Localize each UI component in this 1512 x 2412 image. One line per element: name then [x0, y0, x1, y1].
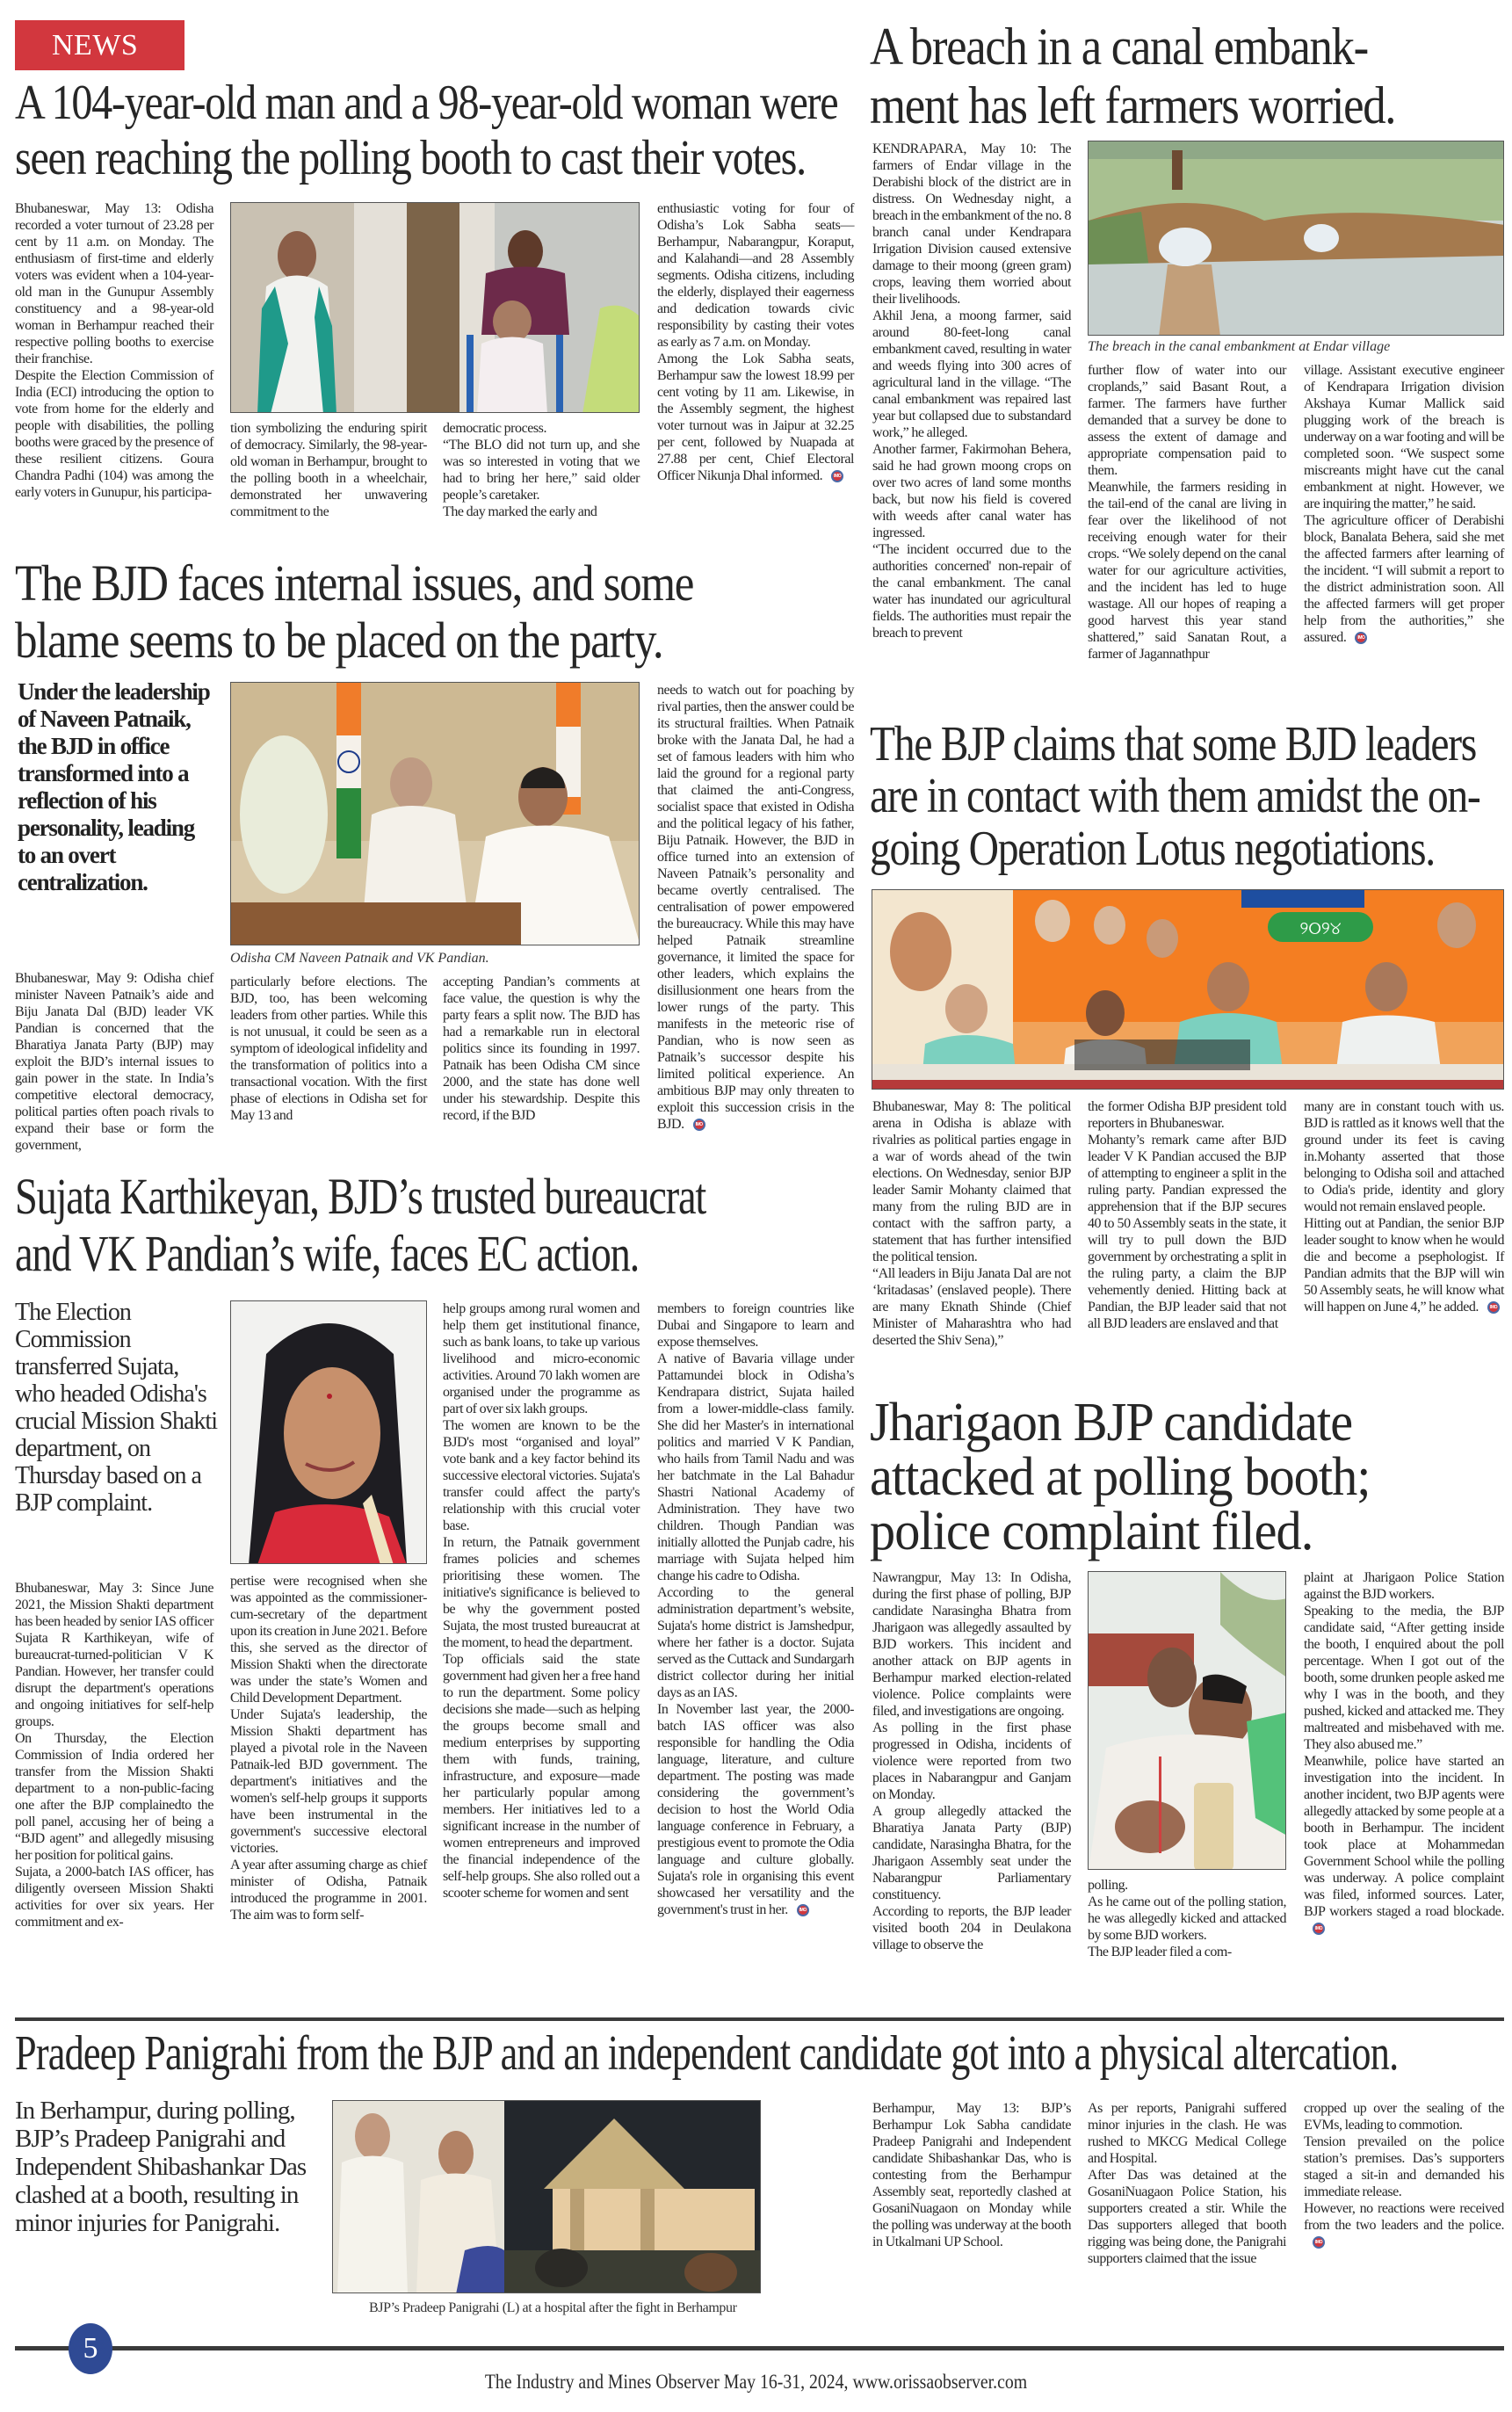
- paragraph: democratic process.: [443, 421, 547, 436]
- bjd-photo-art: [231, 683, 640, 945]
- headline-voters: [15, 76, 837, 185]
- bjp-photo: [872, 889, 1504, 1090]
- sujata-col-4: [657, 1300, 854, 1918]
- panigrahi-deck: In Berhampur, during polling, BJP’s Pradeep Panigrahi and Independent Shibashankar Das clashed at a booth, resulting in minor injuries for Panigrahi.: [15, 2097, 307, 2237]
- headline-line: going Operation Lotus negotiations.: [870, 821, 1435, 876]
- jharigaon-photo: [1088, 1571, 1286, 1870]
- paragraph: plaint at Jharigaon Police Station against the BJD workers.: [1304, 1570, 1504, 1602]
- paragraph: In November last year, the 2000-batch IAS officer was also responsible for handling the Odia language, literature, and culture department. The posting was made considering the government’s decision to host the World Odia language conference in February, a prestigious event to promote the Odia language and culture globally. Sujata's role in organising this event showcased her versatility and the government's trust in her.: [657, 1702, 854, 1917]
- paragraph: KENDRAPARA, May 10: The farmers of Endar village in the Derabishi block of the district are in distress. On Wednesday night, a breach in the embankment of the no. 8 branch canal under Kendrapara Irrigation Division caused extensive damage to their moong (green gram) crops, leaving them worried about their livelihoods.: [872, 141, 1071, 307]
- sujata-col-3: [443, 1300, 640, 1901]
- paragraph: Sujata, a 2000-batch IAS officer, has diligently overseen Mission Shakti activities for over six years. Her commitment and ex-: [15, 1865, 213, 1930]
- panigrahi-col-1: [872, 2100, 1071, 2250]
- bjd-col-2: [230, 974, 427, 1124]
- paragraph: Under Sujata's leadership, the Mission Shakti department has played a pivotal role in the Naveen Patnaik-led BJD government. The department's initiatives and the women's self-help groups it supports have been instrumental in the government's successive electoral victories.: [230, 1707, 427, 1856]
- canal-col-2: [1088, 362, 1286, 663]
- paragraph: Bhubaneswar, May 3: Since June 2021, the Mission Shakti department has been headed by senior IAS officer Sujata R Karthikeyan, wife of bureaucrat-turned-politician V K Pandian. However, her transfer could disrupt the department's operations and ongoing initiatives for self-help groups.: [15, 1581, 213, 1729]
- headline-line: Pradeep Panigrahi from the BJP and an independent candidate got into a physical altercation.: [15, 2026, 1399, 2081]
- paragraph: Bhubaneswar, May 9: Odisha chief minister Naveen Patnaik’s aide and Biju Janata Dal (BJD) leader VK Pandian is concerned that the Bharatiya Janata Party (BJP) may exploit the BJD’s internal issues to gain power in the state. In India’s competitive electoral democracy, political parties often poach rivals to expand their base or form the government,: [15, 971, 213, 1153]
- bjp-col-1: [872, 1098, 1071, 1349]
- imo-end-mark-icon: IMO: [693, 1119, 705, 1131]
- jharigaon-col-3: [1304, 1569, 1504, 1937]
- voters-photo-art: [231, 203, 640, 413]
- bjp-photo-banner-text: ୨୦୨୪: [1299, 917, 1342, 938]
- headline-canal: [870, 18, 1395, 135]
- paragraph: village. Assistant executive engineer of Kendrapara Irrigation division Akshaya Kumar Mallick said plugging work of the breach is underway on a war footing and will be completed soon. “We suspect some miscreants might have cut the canal embankment at night. However, we are inquiring the matter,” he said.: [1304, 363, 1504, 511]
- paragraph: further flow of water into our croplands,” said Basant Rout, a farmer. The farmers have further demanded that a survey be done to assess the extent of damage and appropriate compensation paid to them.: [1088, 363, 1286, 478]
- paragraph: cropped up over the sealing of the EVMs, leading to commotion.: [1304, 2101, 1504, 2133]
- paragraph: accepting Pandian’s comments at face value, the question is why the party fears a split now. The BJD has had a remarkable run in electoral politics since its founding in 1997. Patnaik has been Odisha CM since 2000, and the state has done well under his stewardship. Despite this record, if the BJD: [443, 974, 640, 1123]
- jharigaon-col-2: [1088, 1877, 1286, 1960]
- paragraph: Berhampur, May 13: BJP’s Berhampur Lok Sabha candidate Pradeep Panigrahi and Independent candidate Shibashankar Das, who is contesting from the Berhampur Assembly seat, reportedly clashed at GosaniNuagaon on Monday while the polling was underway at the booth in Utkalmani UP School.: [872, 2101, 1071, 2249]
- bjp-col-3: [1304, 1098, 1504, 1315]
- paragraph: “The incident occurred due to the authorities concerned' non-repair of the canal embankment. The canal water has inundated our agricultural fields. The authorities must repair the breach to prevent: [872, 542, 1071, 641]
- section-tag-news: NEWS: [15, 20, 184, 70]
- paragraph: Tension prevailed on the police station’s premises. Das’s supporters staged a sit-in and demanded his immediate release.: [1304, 2134, 1504, 2199]
- paragraph: Nawrangpur, May 13: In Odisha, during the first phase of polling, BJP candidate Narasingha Bhatra from Jharigaon was allegedly assaulted by BJD workers. This incident and another attack on BJP agents in Berhampur marked election-related violence. Police complaints were filed, and investigations are ongoing.: [872, 1570, 1071, 1719]
- headline-line: Sujata Karthikeyan, BJD’s trusted bureaucrat: [15, 1168, 706, 1225]
- headline-jharigaon: [870, 1395, 1371, 1559]
- headline-line: police complaint filed.: [870, 1502, 1313, 1561]
- voters-col-3: [443, 420, 640, 520]
- headline-line: ment has left farmers worried.: [870, 76, 1396, 135]
- voters-col-2: [230, 420, 427, 520]
- paragraph: Hitting out at Pandian, the senior BJP leader sought to know when he would die and become a psephologist. If Pandian admits that the BJP will win 50 Assembly seats, he will know what will happen on June 4,” he added.: [1304, 1216, 1504, 1315]
- jharigaon-col-1: [872, 1569, 1071, 1953]
- paragraph: members to foreign countries like Dubai and Singapore to learn and expose themselves.: [657, 1301, 854, 1350]
- section-divider: [15, 2017, 1504, 2021]
- paragraph: enthusiastic voting for four of Odisha’s Lok Sabha seats—Berhampur, Nabarangpur, Koraput, and Kalahandi—and 28 Assembly segments. Odisha citizens, including the elderly, displayed their eagerness and dedication towards civic responsibility by casting their votes as early as 7 a.m. on Monday.: [657, 201, 854, 350]
- paragraph: Top officials said the state government had given her a free hand to run the department. Some policy decisions she made—such as helping the groups become small and medium enterprises by supporting them with funds, training, infrastructure, and exposure—made her particularly popular among members. Her initiatives led to a significant increase in the number of women entrepreneurs and improved the financial independence of the self-help groups. She also rolled out a scooter scheme for women and sent: [443, 1652, 640, 1901]
- paragraph: “All leaders in Biju Janata Dal are not ‘kritadasas’ (enslaved people). There are many Eknath Shinde (Chief Minister of Maharashtra who had deserted the Shiv Sena),”: [872, 1266, 1071, 1348]
- paragraph: Mohanty’s remark came after BJD leader V K Pandian accused the BJP of attempting to engineer a split in the ruling party. Pandian expressed the apprehension that if the BJP secures 40 to 50 Assembly seats in the state, it will try to pull down the BJD government by orchestrating a split in the ruling party, a claim the BJP vehemently denied. Hitting back at Pandian, the BJP leader said that not all BJD leaders are enslaved and that: [1088, 1133, 1286, 1331]
- bjd-photo-caption: Odisha CM Naveen Patnaik and VK Pandian.: [230, 951, 489, 966]
- sujata-col-2: [230, 1573, 427, 1923]
- bjd-photo: [230, 682, 640, 945]
- headline-line: A breach in a canal embank-: [870, 18, 1368, 76]
- paragraph: Akhil Jena, a moong farmer, said around 80-feet-long canal embankment caved, resulting in water and weeds flying into 300 acres of agricultural land in the village. “The canal embankment was repaired last year but collapsed due to substandard work,” he alleged.: [872, 308, 1071, 440]
- paragraph: the former Odisha BJP president told reporters in Bhubaneswar.: [1088, 1099, 1286, 1131]
- paragraph: Meanwhile, the farmers residing in the tail-end of the canal are living in fear over the likelihood of not receiving enough water for their crops. “We solely depend on the canal water for our agriculture activities, and the incident has led to huge wastage. All our hopes of reaping a good harvest this year stand shattered,” said Sanatan Rout, a farmer of Jagannathpur: [1088, 480, 1286, 662]
- imo-end-mark-icon: IMO: [1355, 632, 1367, 644]
- paragraph: In return, the Patnaik government frames policies and schemes prioritising these women. The initiative's significance is believed to be why the government posted Sujata, the most trusted bureaucrat at the moment, to head the department.: [443, 1535, 640, 1650]
- imo-end-mark-icon: IMO: [1313, 1923, 1325, 1935]
- panigrahi-col-2: [1088, 2100, 1286, 2267]
- headline-line: The BJP claims that some BJD leaders: [870, 717, 1477, 771]
- sujata-col-1: [15, 1580, 213, 1930]
- paragraph: Meanwhile, police have started an investigation into the incident. In another incident, two BJP agents were allegedly attacked by some people at a booth in Berhampur. The incident took place at Mohammedan Government School while the polling was underway. A police complaint was filed, informed sources. Later, BJP workers staged a road blockade.: [1304, 1754, 1504, 1919]
- headline-line: attacked at polling booth;: [870, 1447, 1371, 1507]
- headline-line: Jharigaon BJP candidate: [870, 1393, 1353, 1452]
- paragraph: Despite the Election Commission of India (ECI) introducing the option to vote from home for the elderly and people with disabilities, the polling booths were graced by the presence of these resilient citizens. Goura Chandra Padhi (104) was among the early voters in Gunupur, his participa-: [15, 368, 213, 500]
- headline-line: A 104-year-old man and a 98-year-old woman were: [15, 76, 838, 130]
- panigrahi-photo-caption: BJP’s Pradeep Panigrahi (L) at a hospital after the fight in Berhampur: [369, 2300, 737, 2315]
- headline-sujata: [15, 1169, 705, 1283]
- paragraph: “The BLO did not turn up, and she was so interested in voting that we had to bring her here,” said older people’s caretaker.: [443, 438, 640, 503]
- panigrahi-photo: [332, 2100, 761, 2293]
- paragraph: The day marked the early and: [443, 504, 597, 519]
- paragraph: particularly before elections. The BJD, too, has been welcoming leaders from other parties. While this is not unusual, it could be seen as a symptom of ideological infidelity and the transformation of politics into a transactional vocation. With the first phase of elections in Odisha set for May 13 and: [230, 974, 427, 1123]
- paragraph: Among the Lok Sabha seats, Berhampur saw the lowest 18.99 per cent voting by 11 am. Likewise, in the Assembly segment, the highest voter turnout was in Jaipur at 32.25 per cent, followed by Nuapada at 27.88 per cent, Chief Electoral Officer Nikunja Dhal informed.: [657, 351, 854, 483]
- bjp-photo-art: [872, 890, 1504, 1090]
- bjd-deck: Under the leadership of Naveen Patnaik, the BJD in office transformed into a reflection of his personality, leading to an overt centralization.: [18, 678, 210, 895]
- sujata-deck: The Election Commission transferred Sujata, who headed Odisha's crucial Mission Shakti department, on Thursday based on a BJP complaint.: [15, 1299, 217, 1517]
- headline-line: blame seems to be placed on the party.: [15, 611, 663, 669]
- bjp-col-2: [1088, 1098, 1286, 1332]
- panigrahi-col-3: [1304, 2100, 1504, 2250]
- page-number: 5: [83, 2332, 98, 2365]
- paragraph: A native of Bavaria village under Pattamundei block in Odisha’s Kendrapara district, Sujata hailed from a lower-middle-class family. She did her Master's in international politics and married V K Pandian, who hails from Tamil Nadu and was her batchmate in the Lal Bahadur Shastri National Academy of Administration. They have two children. Though Pandian was initially allotted the Punjab cadre, his marriage with Sujata helped him change his cadre to Odisha.: [657, 1351, 854, 1583]
- canal-col-1: [872, 141, 1071, 641]
- panigrahi-photo-art: [333, 2101, 761, 2293]
- imo-end-mark-icon: IMO: [1487, 1301, 1500, 1314]
- paragraph: However, no reactions were received from the two leaders and the police.: [1304, 2201, 1504, 2233]
- headline-panigrahi: [15, 2026, 1398, 2082]
- paragraph: The women are known to be the BJD's most “organised and loyal” vote bank and a key factor behind its successive electoral victories. Sujata's transfer could affect the party's relationship with this crucial voter base.: [443, 1418, 640, 1533]
- headline-bjp: [870, 719, 1479, 875]
- canal-photo-art: [1089, 141, 1504, 336]
- headline-line: The BJD faces internal issues, and some: [15, 554, 694, 612]
- bjd-col-1: [15, 970, 213, 1154]
- imo-end-mark-icon: IMO: [797, 1904, 809, 1916]
- footer-rule: [15, 2346, 1504, 2350]
- paragraph: help groups among rural women and help them get institutional finance, such as bank loans, to take up various livelihood and micro-economic activities. Around 70 lakh women are organised under the programme as part of over six lakh groups.: [443, 1301, 640, 1416]
- paragraph: tion symbolizing the enduring spirit of democracy. Similarly, the 98-year-old woman in Berhampur, brought to the polling booth in a wheelchair, demonstrated her unwavering commitment to the: [230, 421, 427, 519]
- paragraph: Speaking to the media, the BJP candidate said, “After getting inside the booth, I enquired about the poll percentage. When I got out of the booth, some drunken people asked me why I was in the booth, and they pushed, kicked and attacked me. They maltreated and misbehaved with me. They also abused me.”: [1304, 1604, 1504, 1752]
- paragraph: A year after assuming charge as chief minister of Odisha, Patnaik introduced the programme in 2001. The aim was to form self-: [230, 1858, 427, 1923]
- paragraph: As polling in the first phase progressed in Odisha, incidents of violence were reported from two places in Nabarangpur and Ganjam on Monday.: [872, 1720, 1071, 1802]
- footer-text: The Industry and Mines Observer May 16-31, 2024, www.orissaobserver.com: [484, 2371, 1028, 2393]
- headline-bjd: [15, 555, 693, 670]
- paragraph: Bhubaneswar, May 13: Odisha recorded a voter turnout of 23.28 per cent by 11 a.m. on Monday. The enthusiasm of first-time and elderly voters was evident when a 104-year-old man in the Gunupur Assembly constituency and a 98-year-old woman in Berhampur reached their respective polling booths to exercise their franchise.: [15, 201, 213, 366]
- sujata-photo: [230, 1300, 427, 1564]
- paragraph: The BJP leader filed a com-: [1088, 1945, 1232, 1959]
- paragraph: pertise were recognised when she was appointed as the commissioner-cum-secretary of the department upon its creation in June 2021. Before this, she served as the director of Mission Shakti when the directorate was under the state’s Women and Child Development Department.: [230, 1574, 427, 1706]
- headline-line: are in contact with them amidst the on-: [870, 769, 1480, 824]
- paragraph: Another farmer, Fakirmohan Behera, said he had grown moong crops on over two acres of land some months back, but now his field is covered with weeds after canal water has ingressed.: [872, 442, 1071, 540]
- jharigaon-photo-art: [1089, 1572, 1286, 1870]
- headline-line: seen reaching the polling booth to cast their votes.: [15, 130, 806, 185]
- page-number-badge: [69, 2323, 112, 2374]
- paragraph: As he came out of the polling station, he was allegedly kicked and attacked by some BJD workers.: [1088, 1894, 1286, 1943]
- paragraph: According to the general administration department’s website, Sujata's home district is Jamshedpur, where her father is a doctor. Sujata served as the Cuttack and Sundargarh district collector during her initial days as an IAS.: [657, 1585, 854, 1700]
- headline-line: and VK Pandian’s wife, faces EC action.: [15, 1224, 640, 1282]
- paragraph: After Das was detained at the GosaniNuagaon Police Station, his supporters created a stir. While the Das supporters alleged that booth rigging was being done, the Panigrahi supporters claimed that the issue: [1088, 2168, 1286, 2266]
- voters-col-4: [657, 200, 854, 484]
- voters-photo: [230, 202, 640, 413]
- paragraph: polling.: [1088, 1878, 1128, 1893]
- paragraph: On Thursday, the Election Commission of India ordered her transfer from the Mission Shakti department to a non-public-facing one after the BJP complainedto the poll panel, accusing her of being a “BJD agent” and allegedly misusing her position for political gains.: [15, 1731, 213, 1863]
- canal-photo: [1088, 141, 1504, 336]
- canal-col-3: [1304, 362, 1504, 646]
- paragraph: A group allegedly attacked the Bharatiya Janata Party (BJP) candidate, Narasingha Bhatra, for the Jharigaon Assembly seat under the Nabarangpur Parliamentary constituency.: [872, 1804, 1071, 1902]
- paragraph: The agriculture officer of Derabishi block, Banalata Behera, said she met the affected farmers after learning of the incident. “I will submit a report to the district administration soon. All the affected farmers will get proper help from the authorities,” she assured.: [1304, 513, 1504, 645]
- paragraph: As per reports, Panigrahi suffered minor injuries in the clash. He was rushed to MKCG Medical College and Hospital.: [1088, 2101, 1286, 2166]
- voters-col-1: [15, 200, 213, 501]
- imo-end-mark-icon: IMO: [1313, 2236, 1325, 2249]
- paragraph: many are in constant touch with us. BJD is rattled as it knows well that the ground under its feet is caving in.Mohanty asserted that those belonging to Odisha soil and attached to Odia's pride, identity and glory would not remain enslaved people.: [1304, 1099, 1504, 1214]
- canal-photo-caption: The breach in the canal embankment at Endar village: [1088, 339, 1391, 354]
- imo-end-mark-icon: IMO: [831, 470, 843, 482]
- paragraph: According to reports, the BJP leader visited booth 204 in Deulakona village to observe the: [872, 1904, 1071, 1952]
- paragraph: Bhubaneswar, May 8: The political arena in Odisha is ablaze with rivalries as political parties engage in a war of words ahead of the twin elections. On Wednesday, senior BJP leader Samir Mohanty claimed that many from the ruling BJD are in contact with the saffron party, a statement that has further intensified the political tension.: [872, 1099, 1071, 1264]
- bjd-col-3: [443, 974, 640, 1124]
- paragraph: needs to watch out for poaching by rival parties, then the answer could be its structural frailties. When Patnaik broke with the Janata Dal, he had a set of famous leaders with him who laid the ground for a regional party that claimed the anti-Congress, socialist space that existed in Odisha and the political legacy of his father, Biju Patnaik. However, the BJD in office turned into an extension of Naveen Patnaik’s personality and became overtly centralised. The centralisation of power empowered the bureaucracy. While this may have helped Patnaik streamline governance, it limited the space for other leaders, which explains the disillusionment one hears from the lower rungs of the party. This manifests in the meteoric rise of Pandian, who is now seen as Patnaik’s successor despite his limited political experience. An ambitious BJP may only threaten to exploit this succession crisis in the BJD.: [657, 683, 854, 1132]
- bjd-col-4: [657, 682, 854, 1133]
- sujata-photo-art: [231, 1301, 427, 1564]
